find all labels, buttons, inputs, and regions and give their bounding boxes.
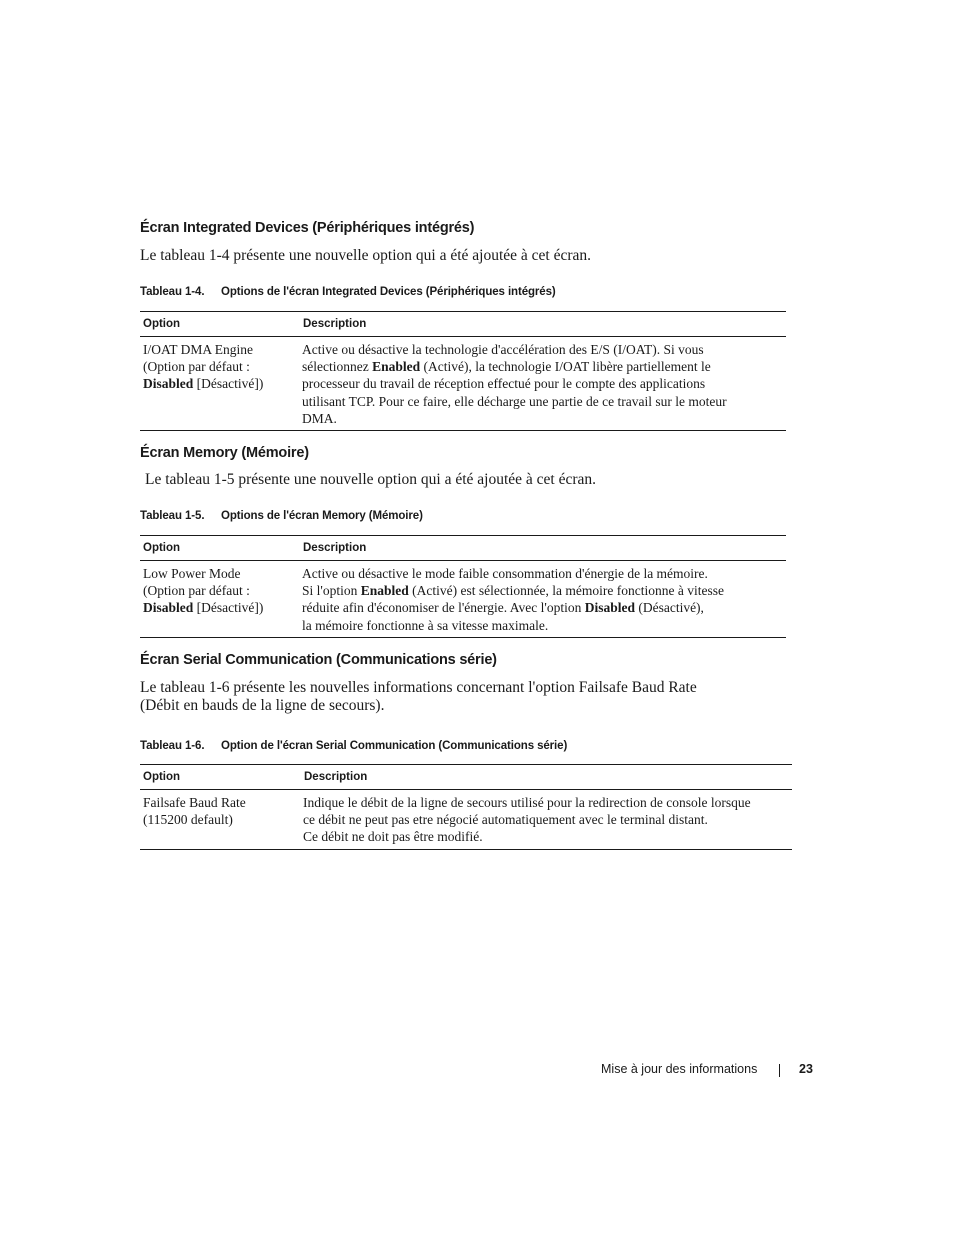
description-cell bbox=[302, 565, 724, 634]
table-title: Option de l'écran Serial Communication (Communications série) bbox=[221, 740, 568, 752]
section-intro: Le tableau 1-5 présente une nouvelle option qui a été ajoutée à cet écran. bbox=[145, 471, 597, 488]
section-intro: Le tableau 1-4 présente une nouvelle option qui a été ajoutée à cet écran. bbox=[140, 247, 592, 264]
column-header-description: Description bbox=[303, 318, 367, 330]
page-number: 23 bbox=[799, 1062, 813, 1076]
description-line: Indique le débit de la ligne de secours utilisé pour la redirection de console lorsque bbox=[303, 795, 751, 810]
intro-line: Le tableau 1-6 présente les nouvelles informations concernant l'option Failsafe Baud Rate bbox=[140, 679, 697, 696]
description-line: processeur du travail de réception effectué pour le compte des applications bbox=[302, 376, 706, 392]
option-default-label: (115200 default) bbox=[143, 812, 233, 828]
option-name: Low Power Mode bbox=[143, 566, 241, 581]
option-name: Failsafe Baud Rate bbox=[143, 795, 246, 810]
description-line: Active ou désactive le mode faible consommation d'énergie de la mémoire. bbox=[302, 566, 708, 581]
description-cell bbox=[302, 341, 727, 427]
description-line: Si l'option Enabled (Activé) est sélectionnée, la mémoire fonctionne à vitesse bbox=[302, 583, 724, 599]
table-caption bbox=[140, 286, 556, 298]
description-line: la mémoire fonctionne à sa vitesse maximale. bbox=[302, 617, 549, 633]
intro-line: (Débit en bauds de la ligne de secours). bbox=[140, 697, 385, 714]
option-cell bbox=[143, 794, 246, 828]
table-row bbox=[140, 561, 786, 637]
options-table bbox=[140, 764, 792, 850]
column-header-description: Description bbox=[303, 542, 367, 554]
section-heading-serial-communication: Écran Serial Communication (Communications série) bbox=[140, 652, 497, 668]
table-header-row bbox=[140, 765, 792, 790]
option-default-label: (Option par défaut : bbox=[143, 583, 250, 599]
table-row bbox=[140, 790, 792, 849]
table-title: Options de l'écran Integrated Devices (Périphériques intégrés) bbox=[221, 286, 556, 298]
description-line: DMA. bbox=[302, 410, 337, 426]
description-line: réduite afin d'économiser de l'énergie. Avec l'option Disabled (Désactivé), bbox=[302, 600, 704, 616]
description-line: sélectionnez Enabled (Activé), la technologie I/OAT libère partiellement le bbox=[302, 359, 711, 375]
option-name: I/OAT DMA Engine bbox=[143, 342, 253, 357]
column-header-option: Option bbox=[143, 318, 181, 330]
options-table bbox=[140, 311, 786, 431]
option-cell bbox=[143, 565, 263, 617]
option-default-label: (Option par défaut : bbox=[143, 359, 250, 375]
table-header-row bbox=[140, 536, 786, 561]
description-line: Ce débit ne doit pas être modifié. bbox=[303, 829, 483, 845]
table-row bbox=[140, 337, 786, 430]
section-heading-integrated-devices: Écran Integrated Devices (Périphériques intégrés) bbox=[140, 220, 475, 236]
table-caption bbox=[140, 740, 567, 752]
table-header-row bbox=[140, 312, 786, 337]
table-caption bbox=[140, 510, 423, 522]
table-number: Tableau 1-4. bbox=[140, 286, 205, 298]
section-intro bbox=[140, 679, 697, 715]
column-header-option: Option bbox=[143, 542, 181, 554]
options-table bbox=[140, 535, 786, 638]
description-line: utilisant TCP. Pour ce faire, elle décharge une partie de ce travail sur le moteur bbox=[302, 393, 727, 409]
column-header-option: Option bbox=[143, 771, 181, 783]
footer-title: Mise à jour des informations bbox=[601, 1062, 758, 1076]
table-number: Tableau 1-6. bbox=[140, 740, 205, 752]
description-line: ce débit ne peut pas etre négocié automatiquement avec le terminal distant. bbox=[303, 812, 708, 828]
table-title: Options de l'écran Memory (Mémoire) bbox=[221, 510, 423, 522]
description-line: Active ou désactive la technologie d'accélération des E/S (I/OAT). Si vous bbox=[302, 342, 704, 357]
option-default-value: Disabled [Désactivé]) bbox=[143, 376, 264, 392]
table-number: Tableau 1-5. bbox=[140, 510, 205, 522]
option-default-value: Disabled [Désactivé]) bbox=[143, 600, 264, 616]
section-heading-memory: Écran Memory (Mémoire) bbox=[140, 445, 309, 461]
description-cell bbox=[303, 794, 751, 846]
footer-separator bbox=[779, 1064, 780, 1077]
column-header-description: Description bbox=[304, 771, 368, 783]
option-cell bbox=[143, 341, 263, 393]
